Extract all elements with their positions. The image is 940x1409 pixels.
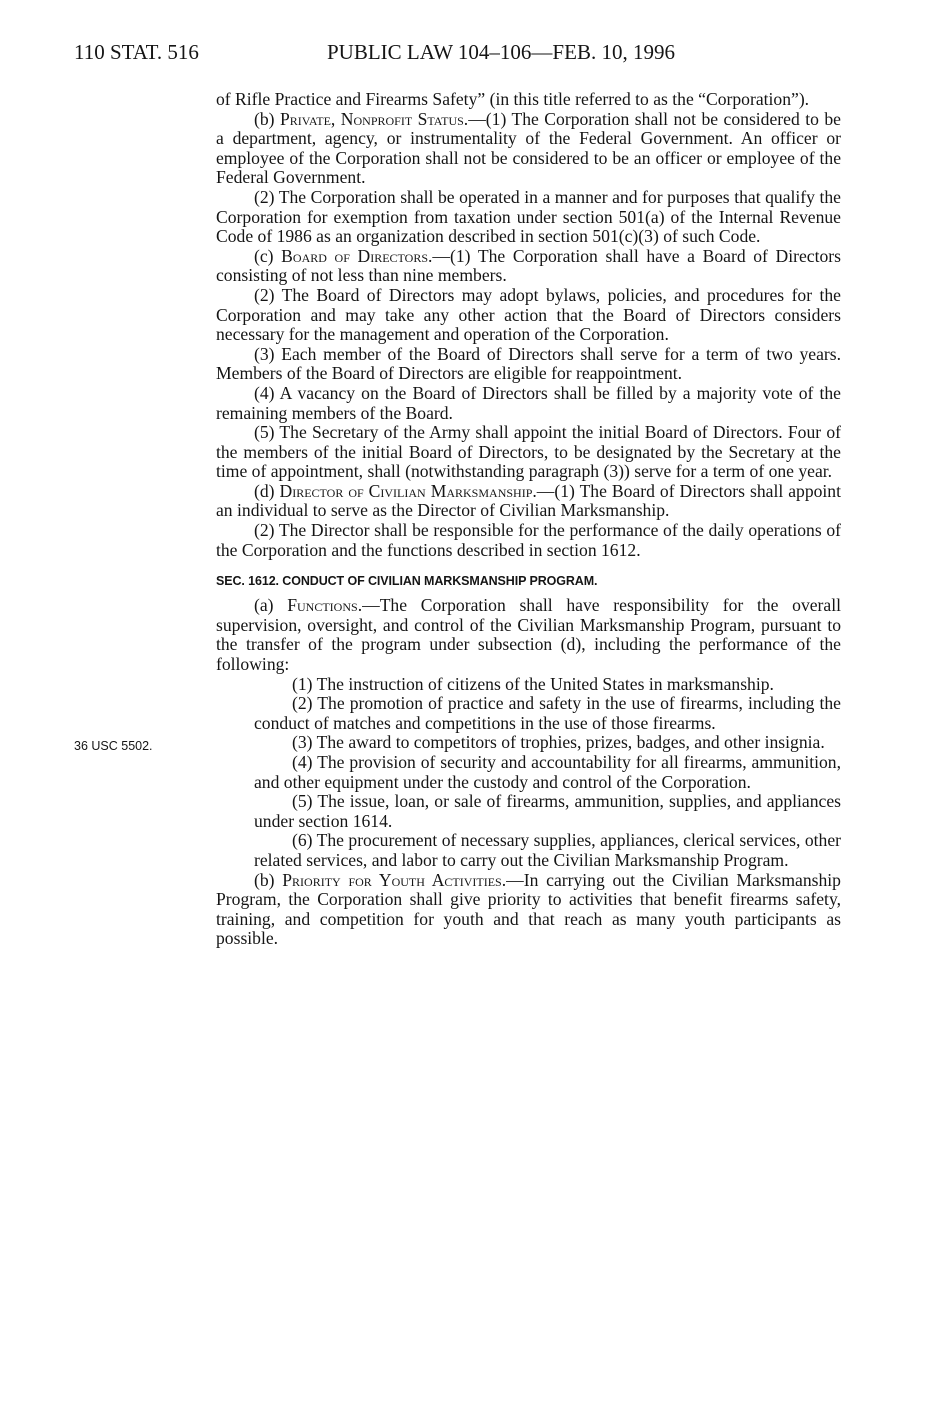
law-text-body xyxy=(216,90,841,949)
paragraph-director xyxy=(216,482,841,521)
subsection-d-title: Director of Civilian Marksmanship xyxy=(279,480,533,501)
paragraph-private-status xyxy=(216,110,841,188)
subsection-a-prefix: (a) xyxy=(254,595,288,616)
paragraph-director-duties: (2) The Director shall be responsible for the performance of the daily operations of the Corporation and the functions described in section 1612. xyxy=(216,520,841,560)
subsection-b2-title: Priority for Youth Activities xyxy=(282,869,502,890)
paragraph-youth-priority xyxy=(216,871,841,949)
subsection-b2-prefix: (b) xyxy=(254,869,283,890)
paragraph-director-text: The Board of Directors shall appoint an individual to serve as the Director of Civilian Marksmanship. xyxy=(216,480,841,521)
subsection-d-suffix: .—(1) xyxy=(532,480,580,501)
function-item: (2) The promotion of practice and safety in the use of firearms, including the conduct of matches and competitions in the use of those firearms. xyxy=(254,693,841,733)
paragraph-functions-text: The Corporation shall have responsibility for the overall supervision, oversight, and control of the Civilian Marksmanship Program, pursuant to the transfer of the program under subsection (d), including the performance of the following: xyxy=(216,595,841,675)
function-item: (6) The procurement of necessary supplies, appliances, clerical services, other related services, and labor to carry out the Civilian Marksmanship Program. xyxy=(254,830,841,870)
subsection-a-suffix: .— xyxy=(357,595,380,616)
subsection-c-suffix: .—(1) xyxy=(428,245,478,266)
function-item: (1) The instruction of citizens of the United States in marksmanship. xyxy=(292,673,774,694)
function-item: (3) The award to competitors of trophies, prizes, badges, and other insignia. xyxy=(292,732,825,753)
statute-page-number: 110 STAT. 516 xyxy=(74,40,199,64)
paragraph-private-status-text: The Corporation shall not be considered to be a department, agency, or instrumentality of the Federal Government. An officer or employee of the Corporation shall not be considered to be an officer or employee of the Federal Government. xyxy=(216,108,841,188)
paragraph-functions xyxy=(216,596,841,674)
subsection-a-title: Functions xyxy=(287,595,358,616)
subsection-b-prefix: (b) xyxy=(254,108,280,129)
subsection-c-prefix: (c) xyxy=(254,245,282,266)
page-header xyxy=(0,40,940,70)
paragraph-term: (3) Each member of the Board of Directors shall serve for a term of two years. Members of the Board of Directors are eligible for reappointment. xyxy=(216,343,841,384)
function-item: (4) The provision of security and accountability for all firearms, ammunition, and other equipment under the custody and control of the Corporation. xyxy=(254,752,841,792)
paragraph-board-of-directors xyxy=(216,247,841,286)
paragraph-initial-board: (5) The Secretary of the Army shall appoint the initial Board of Directors. Four of the members of the initial Board of Directors, to be designated by the Secretary at the time of appointment, shall (notwithstanding paragraph (3)) serve for a term of one year. xyxy=(216,422,841,482)
public-law-title: PUBLIC LAW 104–106—FEB. 10, 1996 xyxy=(327,40,675,64)
paragraph-corporation-name: of Rifle Practice and Firearms Safety” (in this title referred to as the “Corporation”). xyxy=(216,89,810,109)
section-heading: SEC. 1612. CONDUCT OF CIVILIAN MARKSMANSHIP PROGRAM. xyxy=(216,574,598,589)
paragraph-tax-exemption: (2) The Corporation shall be operated in a manner and for purposes that qualify the Corporation for exemption from taxation under section 501(a) of the Internal Revenue Code of 1986 as an organization described in section 501(c)(3) of such Code. xyxy=(216,186,841,247)
paragraph-board-text: The Corporation shall have a Board of Directors consisting of not less than nine members. xyxy=(216,245,842,286)
usc-margin-citation: 36 USC 5502. xyxy=(74,739,153,753)
paragraph-youth-text: In carrying out the Civilian Marksmanship Program, the Corporation shall give priority to activities that benefit firearms safety, training, and competition for youth and that reach as many youth participants as possible. xyxy=(216,869,841,949)
paragraph-vacancy: (4) A vacancy on the Board of Directors shall be filled by a majority vote of the remaining members of the Board. xyxy=(216,382,841,423)
function-item: (5) The issue, loan, or sale of firearms, ammunition, supplies, and appliances under section 1614. xyxy=(254,791,841,831)
subsection-b2-suffix: .— xyxy=(501,869,524,890)
subsection-c-title: Board of Directors xyxy=(281,245,429,266)
subsection-b-title: Private, Nonprofit Status xyxy=(280,108,464,129)
subsection-b-suffix: .—(1) xyxy=(463,108,512,129)
subsection-d-prefix: (d) xyxy=(254,480,280,501)
paragraph-bylaws: (2) The Board of Directors may adopt bylaws, policies, and procedures for the Corporation and may take any other action that the Board of Directors considers necessary for the management and operation of the Corporation. xyxy=(216,284,841,345)
